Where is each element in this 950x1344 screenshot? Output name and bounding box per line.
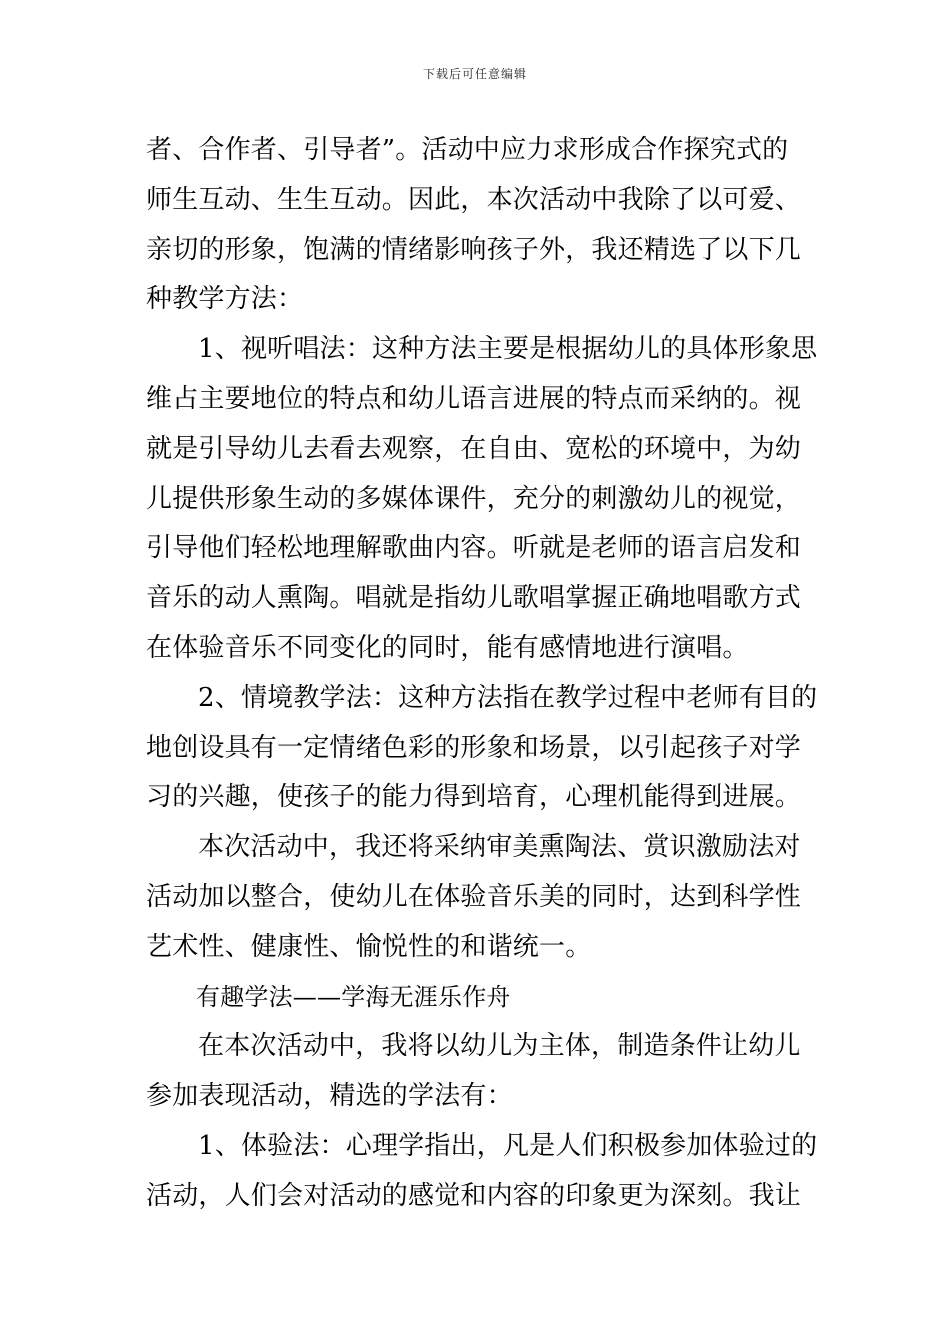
text-line: 活动加以整合，使幼儿在体验音乐美的同时，达到科学性 [146, 881, 802, 912]
text-line: 习的兴趣，使孩子的能力得到培育，心理机能得到进展。 [146, 782, 802, 813]
text-line: 师生互动、生生互动。因此，本次活动中我除了以可爱、 [146, 184, 802, 215]
text-line: 1、体验法：心理学指出，凡是人们积极参加体验过的 [198, 1130, 818, 1161]
text-line: 活动，人们会对活动的感觉和内容的印象更为深刻。我让 [146, 1180, 802, 1211]
text-line: 就是引导幼儿去看去观察，在自由、宽松的环境中，为幼 [146, 433, 802, 464]
text-line: 维占主要地位的特点和幼儿语言进展的特点而采纳的。视 [146, 383, 802, 414]
text-line: 儿提供形象生动的多媒体课件，充分的刺激幼儿的视觉， [146, 483, 802, 514]
text-line: 艺术性、健康性、愉悦性的和谐统一。 [146, 931, 592, 962]
text-line: 音乐的动人熏陶。唱就是指幼儿歌唱掌握正确地唱歌方式 [146, 583, 802, 614]
text-line: 地创设具有一定情绪色彩的形象和场景，以引起孩子对学 [146, 732, 802, 763]
text-line: 种教学方法： [146, 284, 304, 315]
text-line: 者、合作者、引导者”。活动中应力求形成合作探究式的 [146, 135, 789, 165]
page-header: 下载后可任意编辑 [422, 67, 527, 81]
text-line: 亲切的形象，饱满的情绪影响孩子外，我还精选了以下几 [146, 234, 802, 265]
text-line: 参加表现活动，精选的学法有： [146, 1081, 513, 1112]
text-line: 本次活动中，我还将采纳审美熏陶法、赏识激励法对 [198, 832, 801, 863]
document-body [146, 126, 818, 1222]
text-line: 引导他们轻松地理解歌曲内容。听就是老师的语言启发和 [146, 533, 802, 564]
text-line: 2、情境教学法：这种方法指在教学过程中老师有目的 [198, 682, 818, 713]
text-line: 1、视听唱法：这种方法主要是根据幼儿的具体形象思 [198, 334, 818, 365]
text-line: 在本次活动中，我将以幼儿为主体，制造条件让幼儿 [198, 1031, 801, 1062]
text-line: 在体验音乐不同变化的同时，能有感情地进行演唱。 [146, 632, 749, 663]
section-heading: 有趣学法——学海无涯乐作舟 [196, 982, 511, 1011]
